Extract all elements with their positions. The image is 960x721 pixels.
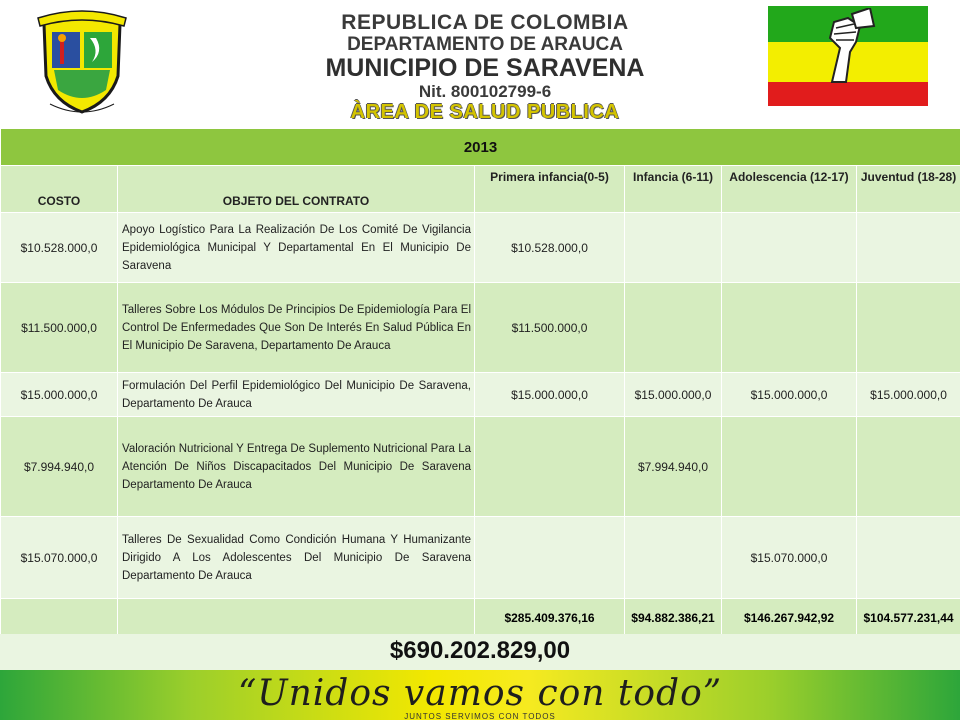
cell-costo: $15.000.000,0 (1, 373, 118, 417)
cell-costo: $7.994.940,0 (1, 417, 118, 517)
column-header-row (1, 166, 960, 213)
year-header-row (1, 129, 960, 166)
raised-fist-icon (812, 8, 882, 84)
cell-costo: $11.500.000,0 (1, 283, 118, 373)
page-header (0, 0, 960, 128)
institution-titles (285, 12, 685, 123)
contracts-table (0, 128, 960, 638)
table-row (1, 213, 960, 283)
contracts-table-container (0, 128, 960, 638)
cell-primera: $11.500.000,0 (475, 283, 625, 373)
total-juventud: $104.577.231,44 (857, 599, 960, 638)
area-title: ÀREA DE SALUD PUBLICA (285, 101, 685, 123)
cell-adolescencia: $15.070.000,0 (722, 517, 857, 599)
table-row (1, 373, 960, 417)
country-title: REPUBLICA DE COLOMBIA (285, 12, 685, 34)
cell-infancia (625, 283, 722, 373)
header-primera-infancia: Primera infancia(0-5) (475, 166, 625, 213)
header-adolescencia: Adolescencia (12-17) (722, 166, 857, 213)
totals-row (1, 599, 960, 638)
cell-infancia: $15.000.000,0 (625, 373, 722, 417)
nit-number: Nit. 800102799-6 (285, 82, 685, 101)
municipality-title: MUNICIPIO DE SARAVENA (285, 55, 685, 82)
header-infancia: Infancia (6-11) (625, 166, 722, 213)
total-infancia: $94.882.386,21 (625, 599, 722, 638)
cell-objeto: Apoyo Logístico Para La Realización De Los Comité De Vigilancia Epidemiológica Municipal Y Departamental En El Municipio De Saravena (118, 213, 475, 283)
cell-adolescencia (722, 283, 857, 373)
cell-infancia: $7.994.940,0 (625, 417, 722, 517)
grand-total: $690.202.829,00 (0, 634, 960, 670)
cell-primera: $10.528.000,0 (475, 213, 625, 283)
cell-primera (475, 417, 625, 517)
header-costo: COSTO (1, 166, 118, 213)
department-title: DEPARTAMENTO DE ARAUCA (285, 34, 685, 55)
cell-objeto: Talleres Sobre Los Módulos De Principios De Epidemiología Para El Control De Enfermedades Que Son De Interés En Salud Pública En El Municipio De Saravena, Departamento De Arauca (118, 283, 475, 373)
header-objeto: OBJETO DEL CONTRATO (118, 166, 475, 213)
cell-costo: $15.070.000,0 (1, 517, 118, 599)
year-label: 2013 (1, 129, 960, 166)
total-primera: $285.409.376,16 (475, 599, 625, 638)
cell-objeto: Valoración Nutricional Y Entrega De Suplemento Nutricional Para La Atención De Niños Discapacitados Del Municipio De Saravena Departamento De Arauca (118, 417, 475, 517)
saravena-crest-logo (30, 6, 134, 118)
cell-primera (475, 517, 625, 599)
cell-juventud (857, 417, 960, 517)
cell-adolescencia: $15.000.000,0 (722, 373, 857, 417)
total-costo-empty (1, 599, 118, 638)
cell-juventud (857, 283, 960, 373)
flag-red-stripe (768, 82, 928, 106)
cell-infancia (625, 213, 722, 283)
cell-juventud (857, 517, 960, 599)
cell-juventud: $15.000.000,0 (857, 373, 960, 417)
sub-slogan: JUNTOS SERVIMOS CON TODOS (360, 712, 600, 721)
header-juventud: Juventud (18-28) (857, 166, 960, 213)
table-row (1, 517, 960, 599)
saravena-flag (768, 6, 928, 106)
cell-costo: $10.528.000,0 (1, 213, 118, 283)
cell-objeto: Talleres De Sexualidad Como Condición Humana Y Humanizante Dirigido A Los Adolescentes Del Municipio De Saravena Departamento De Arauca (118, 517, 475, 599)
cell-adolescencia (722, 213, 857, 283)
cell-infancia (625, 517, 722, 599)
total-objeto-empty (118, 599, 475, 638)
table-row (1, 417, 960, 517)
cell-juventud (857, 213, 960, 283)
cell-primera: $15.000.000,0 (475, 373, 625, 417)
total-adolescencia: $146.267.942,92 (722, 599, 857, 638)
cell-adolescencia (722, 417, 857, 517)
slogan: “Unidos vamos con todo” (0, 670, 960, 718)
table-row (1, 283, 960, 373)
cell-objeto: Formulación Del Perfil Epidemiológico Del Municipio De Saravena, Departamento De Arauca (118, 373, 475, 417)
